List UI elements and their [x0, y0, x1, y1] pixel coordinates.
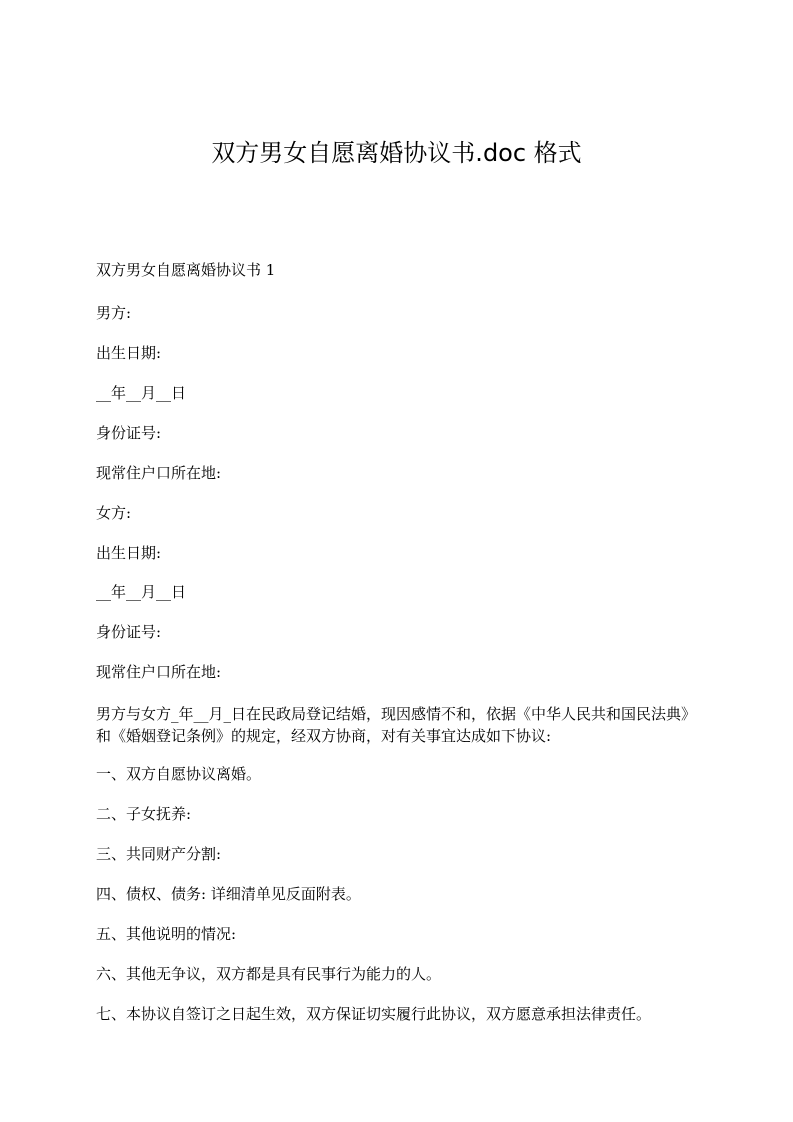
- wife-label: 女方:: [96, 504, 132, 522]
- husband-birth-date-blank: __年__月__日: [96, 384, 187, 402]
- clause-7: 七、本协议自签订之日起生效，双方保证切实履行此协议，双方愿意承担法律责任。: [96, 1005, 652, 1023]
- clause-5: 五、其他说明的情况:: [96, 925, 237, 943]
- document-title: 双方男女自愿离婚协议书.doc 格式: [211, 139, 582, 167]
- husband-label: 男方:: [96, 304, 132, 322]
- clause-4: 四、债权、债务: 详细清单见反面附表。: [96, 885, 361, 903]
- clause-3: 三、共同财产分割:: [96, 845, 222, 863]
- husband-birth-date-label: 出生日期:: [96, 344, 162, 362]
- clause-2: 二、子女抚养:: [96, 805, 192, 823]
- agreement-preamble: 男方与女方_年__月_日在民政局登记结婚，现因感情不和，依据《中华人民共和国民法典》和《婚姻登记条例》的规定，经双方协商，对有关事宜达成如下协议:: [96, 705, 697, 745]
- wife-birth-date-blank: __年__月__日: [96, 583, 187, 601]
- clause-1: 一、双方自愿协议离婚。: [96, 765, 262, 783]
- section-heading: 双方男女自愿离婚协议书 1: [96, 261, 276, 279]
- wife-residence-label: 现常住户口所在地:: [96, 663, 222, 681]
- husband-id-number-label: 身份证号:: [96, 424, 162, 442]
- wife-birth-date-label: 出生日期:: [96, 544, 162, 562]
- clause-6: 六、其他无争议，双方都是具有民事行为能力的人。: [96, 965, 442, 983]
- wife-id-number-label: 身份证号:: [96, 623, 162, 641]
- husband-residence-label: 现常住户口所在地:: [96, 464, 222, 482]
